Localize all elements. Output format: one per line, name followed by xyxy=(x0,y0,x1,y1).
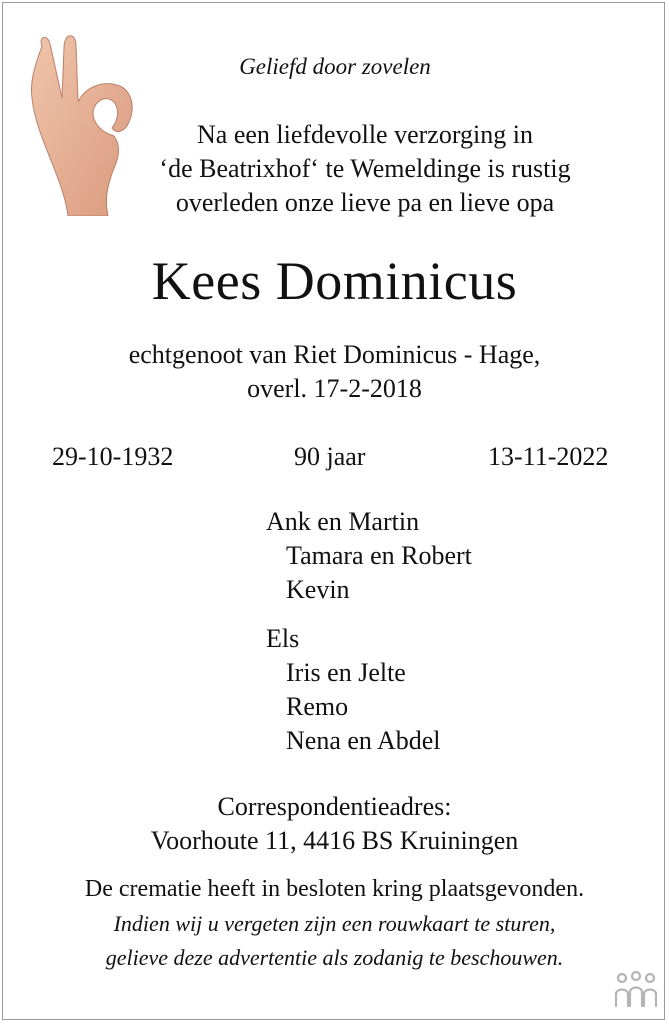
death-date: 13-11-2022 xyxy=(488,442,609,471)
intro-line-2: ‘de Beatrixhof‘ te Wemeldinge is rustig xyxy=(159,154,571,183)
family-parent-2: Els xyxy=(266,624,300,653)
family-child: Nena en Abdel xyxy=(286,726,441,755)
motto: Geliefd door zovelen xyxy=(239,54,431,79)
spouse-line-2: overl. 17-2-2018 xyxy=(247,374,422,403)
correspondence-label: Correspondentieadres: xyxy=(217,792,452,821)
note-line-2: gelieve deze advertentie als zodanig te beschouwen. xyxy=(105,945,564,970)
family-parent-1: Ank en Martin xyxy=(266,507,420,536)
family-child: Iris en Jelte xyxy=(286,658,406,687)
family-child: Remo xyxy=(286,692,349,721)
birth-date: 29-10-1932 xyxy=(52,442,174,471)
family-child: Kevin xyxy=(286,575,350,604)
age: 90 jaar xyxy=(294,442,366,471)
spouse-line-1: echtgenoot van Riet Dominicus - Hage, xyxy=(128,340,541,369)
intro-line-3: overleden onze lieve pa en lieve opa xyxy=(175,188,555,217)
cremation-notice: De crematie heeft in besloten kring plaatsgevonden. xyxy=(84,876,585,902)
people-group-icon xyxy=(612,970,660,1010)
note-line-1: Indien wij u vergeten zijn een rouwkaart te sturen, xyxy=(113,911,556,936)
correspondence-address: Voorhoute 11, 4416 BS Kruiningen xyxy=(150,826,519,855)
ok-hand-icon xyxy=(28,28,138,216)
intro-line-1: Na een liefdevolle verzorging in xyxy=(197,120,533,149)
family-child: Tamara en Robert xyxy=(286,541,472,570)
deceased-name: Kees Dominicus xyxy=(151,251,518,311)
